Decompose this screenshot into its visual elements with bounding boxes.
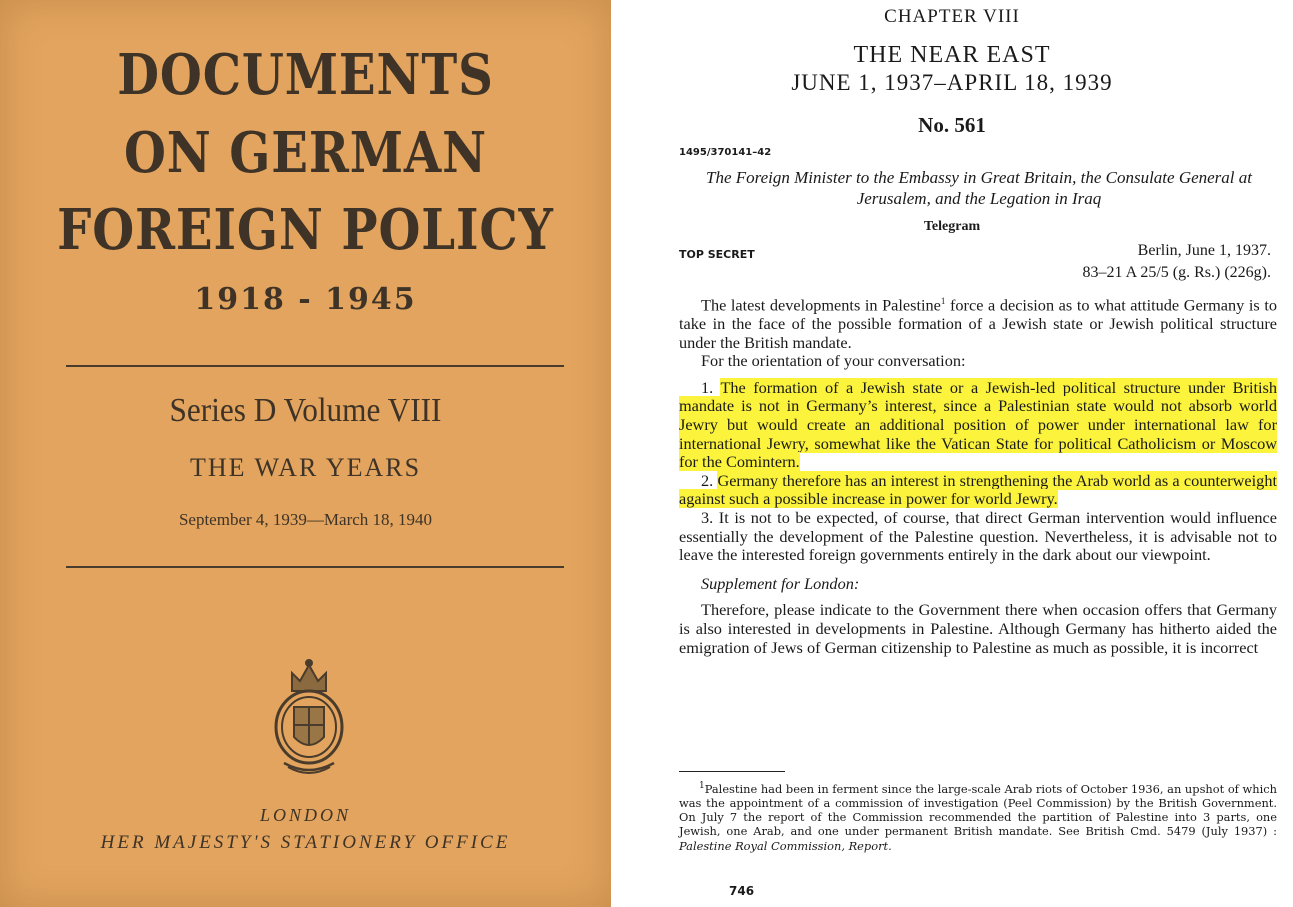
addressee-line: The Foreign Minister to the Embassy in Great Britain, the Consulate General at Jerusalem, and the Legation in Iraq <box>706 168 1252 208</box>
footnote-marker: 1 <box>940 296 946 306</box>
point-1: 1. The formation of a Jewish state or a Jewish-led political structure under British mandate is not in Germany’s interest, since a Palestinian state would not absorb world Jewry but would create an additional position of power under international law for international Jewry, somewhat like the Vatican State for political Catholicism or Moscow for the Comintern. <box>679 377 1278 472</box>
document-page <box>611 0 1293 907</box>
chapter-date-range: JUNE 1, 1937–APRIL 18, 1939 <box>791 70 1113 95</box>
cover-years: 1918 - 1945 <box>194 282 417 317</box>
publisher-city: LONDON <box>259 805 352 825</box>
chapter-heading: CHAPTER VIII <box>884 6 1020 27</box>
page-number: 746 <box>729 884 755 898</box>
publisher-name: HER MAJESTY'S STATIONERY OFFICE <box>100 832 511 853</box>
archive-reference: 83–21 A 25/5 (g. Rs.) (226g). <box>1082 264 1271 281</box>
cover-title-line-2: ON GERMAN <box>123 120 488 186</box>
cover-divider-top <box>66 365 564 367</box>
intro-paragraph: The latest developments in Palestine$^1$ force a decision as to what attitude Germany is to take in the face of the possible formation of a Jewish state or Jewish political structure under the British mandate. <box>679 295 1278 352</box>
supplement-heading: Supplement for London: <box>701 573 860 593</box>
document-type: Telegram <box>923 219 981 234</box>
cover-title-line-1: DOCUMENTS <box>117 42 494 108</box>
highlighted-text: The formation of a Jewish state or a Jewish-led political structure under British mandate is not in Germany’s interest, since a Palestinian state would not absorb world Jewry but would create an additional position of power under international law for international Jewry, somewhat like the Vatican State for political Catholicism or Moscow for the Comintern. <box>679 377 1278 472</box>
document-body <box>679 292 1277 657</box>
orientation-line: For the orientation of your conversation: <box>701 351 966 371</box>
place-date: Berlin, June 1, 1937. <box>1137 242 1271 259</box>
file-reference: 1495/370141–42 <box>679 147 772 158</box>
document-number: No. 561 <box>918 113 986 137</box>
book-cover <box>0 0 611 907</box>
supplement-paragraph: Therefore, please indicate to the Government there when occasion offers that Germany is also interested in developments in Palestine. Although Germany has hitherto aided the emigration of Jews of German citizenship to Palestine as much as possible, it is incorrect <box>679 600 1277 657</box>
cover-subtitle: THE WAR YEARS <box>189 453 422 482</box>
point-2: 2. Germany therefore has an interest in strengthening the Arab world as a counterweight against such a possible increase in power for world Jewry. <box>679 470 1277 509</box>
classification-label: TOP SECRET <box>679 248 755 261</box>
cover-divider-bottom <box>66 566 564 568</box>
highlighted-text: Germany therefore has an interest in strengthening the Arab world as a counterweight against such a possible increase in power for world Jewry. <box>679 470 1277 509</box>
cover-series: Series D Volume VIII <box>169 392 442 429</box>
footnote-divider <box>679 771 785 772</box>
point-3: 3. It is not to be expected, of course, that direct German intervention would influence essentially the development of the Palestine question. Nevertheless, it is advisable not to leave the interested foreign governments entirely in the dark about our viewpoint. <box>679 507 1277 565</box>
royal-crest-icon <box>272 655 346 780</box>
cover-dates: September 4, 1939—March 18, 1940 <box>178 510 433 529</box>
cover-title-line-3: FOREIGN POLICY <box>57 197 554 263</box>
footnote: $^1$Palestine had been in ferment since the large-scale Arab riots of October 1936, an upshot of which was the appointment of a commission of investigation (Peel Commission) by the British Government. On July 7 the report of the Commission recommended the partition of Palestine into 3 parts, one Jewish, one Arab, and one under permanent British mandate. See British Cmd. 5479 (July 1937) : Palestine Royal Commission, Report. <box>679 781 1277 853</box>
chapter-title: THE NEAR EAST <box>853 42 1051 68</box>
